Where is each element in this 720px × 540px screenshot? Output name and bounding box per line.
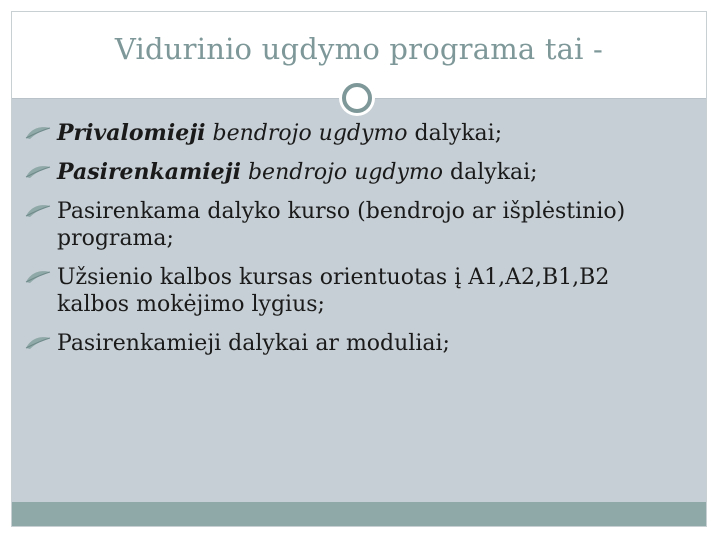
- bullet-text-emphasis: Privalomieji: [57, 120, 206, 146]
- bullet-item: [12, 330, 706, 357]
- circle-ornament-icon: [342, 83, 372, 113]
- bullet-text: Pasirenkama dalyko kurso (bendrojo ar išplėstinio) programa;: [57, 199, 626, 251]
- leaf-bullet-icon: [24, 269, 52, 285]
- bullet-text-italic: bendrojo ugdymo: [240, 160, 444, 185]
- footer-bar: [12, 502, 706, 526]
- bullet-item: [12, 159, 706, 186]
- slide: [11, 11, 707, 527]
- bullet-text: dalykai;: [407, 121, 503, 146]
- bullet-item: [12, 120, 706, 147]
- bullet-text-emphasis: Pasirenkamieji: [57, 159, 241, 185]
- slide-title: Vidurinio ugdymo programa tai -: [114, 32, 604, 66]
- bullet-item: [12, 264, 706, 318]
- leaf-bullet-icon: [24, 335, 52, 351]
- bullet-text: dalykai;: [443, 160, 538, 185]
- leaf-bullet-icon: [24, 125, 52, 141]
- bullet-text: Užsienio kalbos kursas orientuotas į A1,A2,B1,B2 kalbos mokėjimo lygius;: [57, 265, 610, 317]
- leaf-bullet-icon: [24, 164, 52, 180]
- bullet-text-italic: bendrojo ugdymo: [205, 121, 408, 146]
- bullet-list: [12, 120, 706, 369]
- bullet-item: [12, 198, 706, 252]
- leaf-bullet-icon: [24, 203, 52, 219]
- bullet-text: Pasirenkamieji dalykai ar moduliai;: [57, 331, 450, 356]
